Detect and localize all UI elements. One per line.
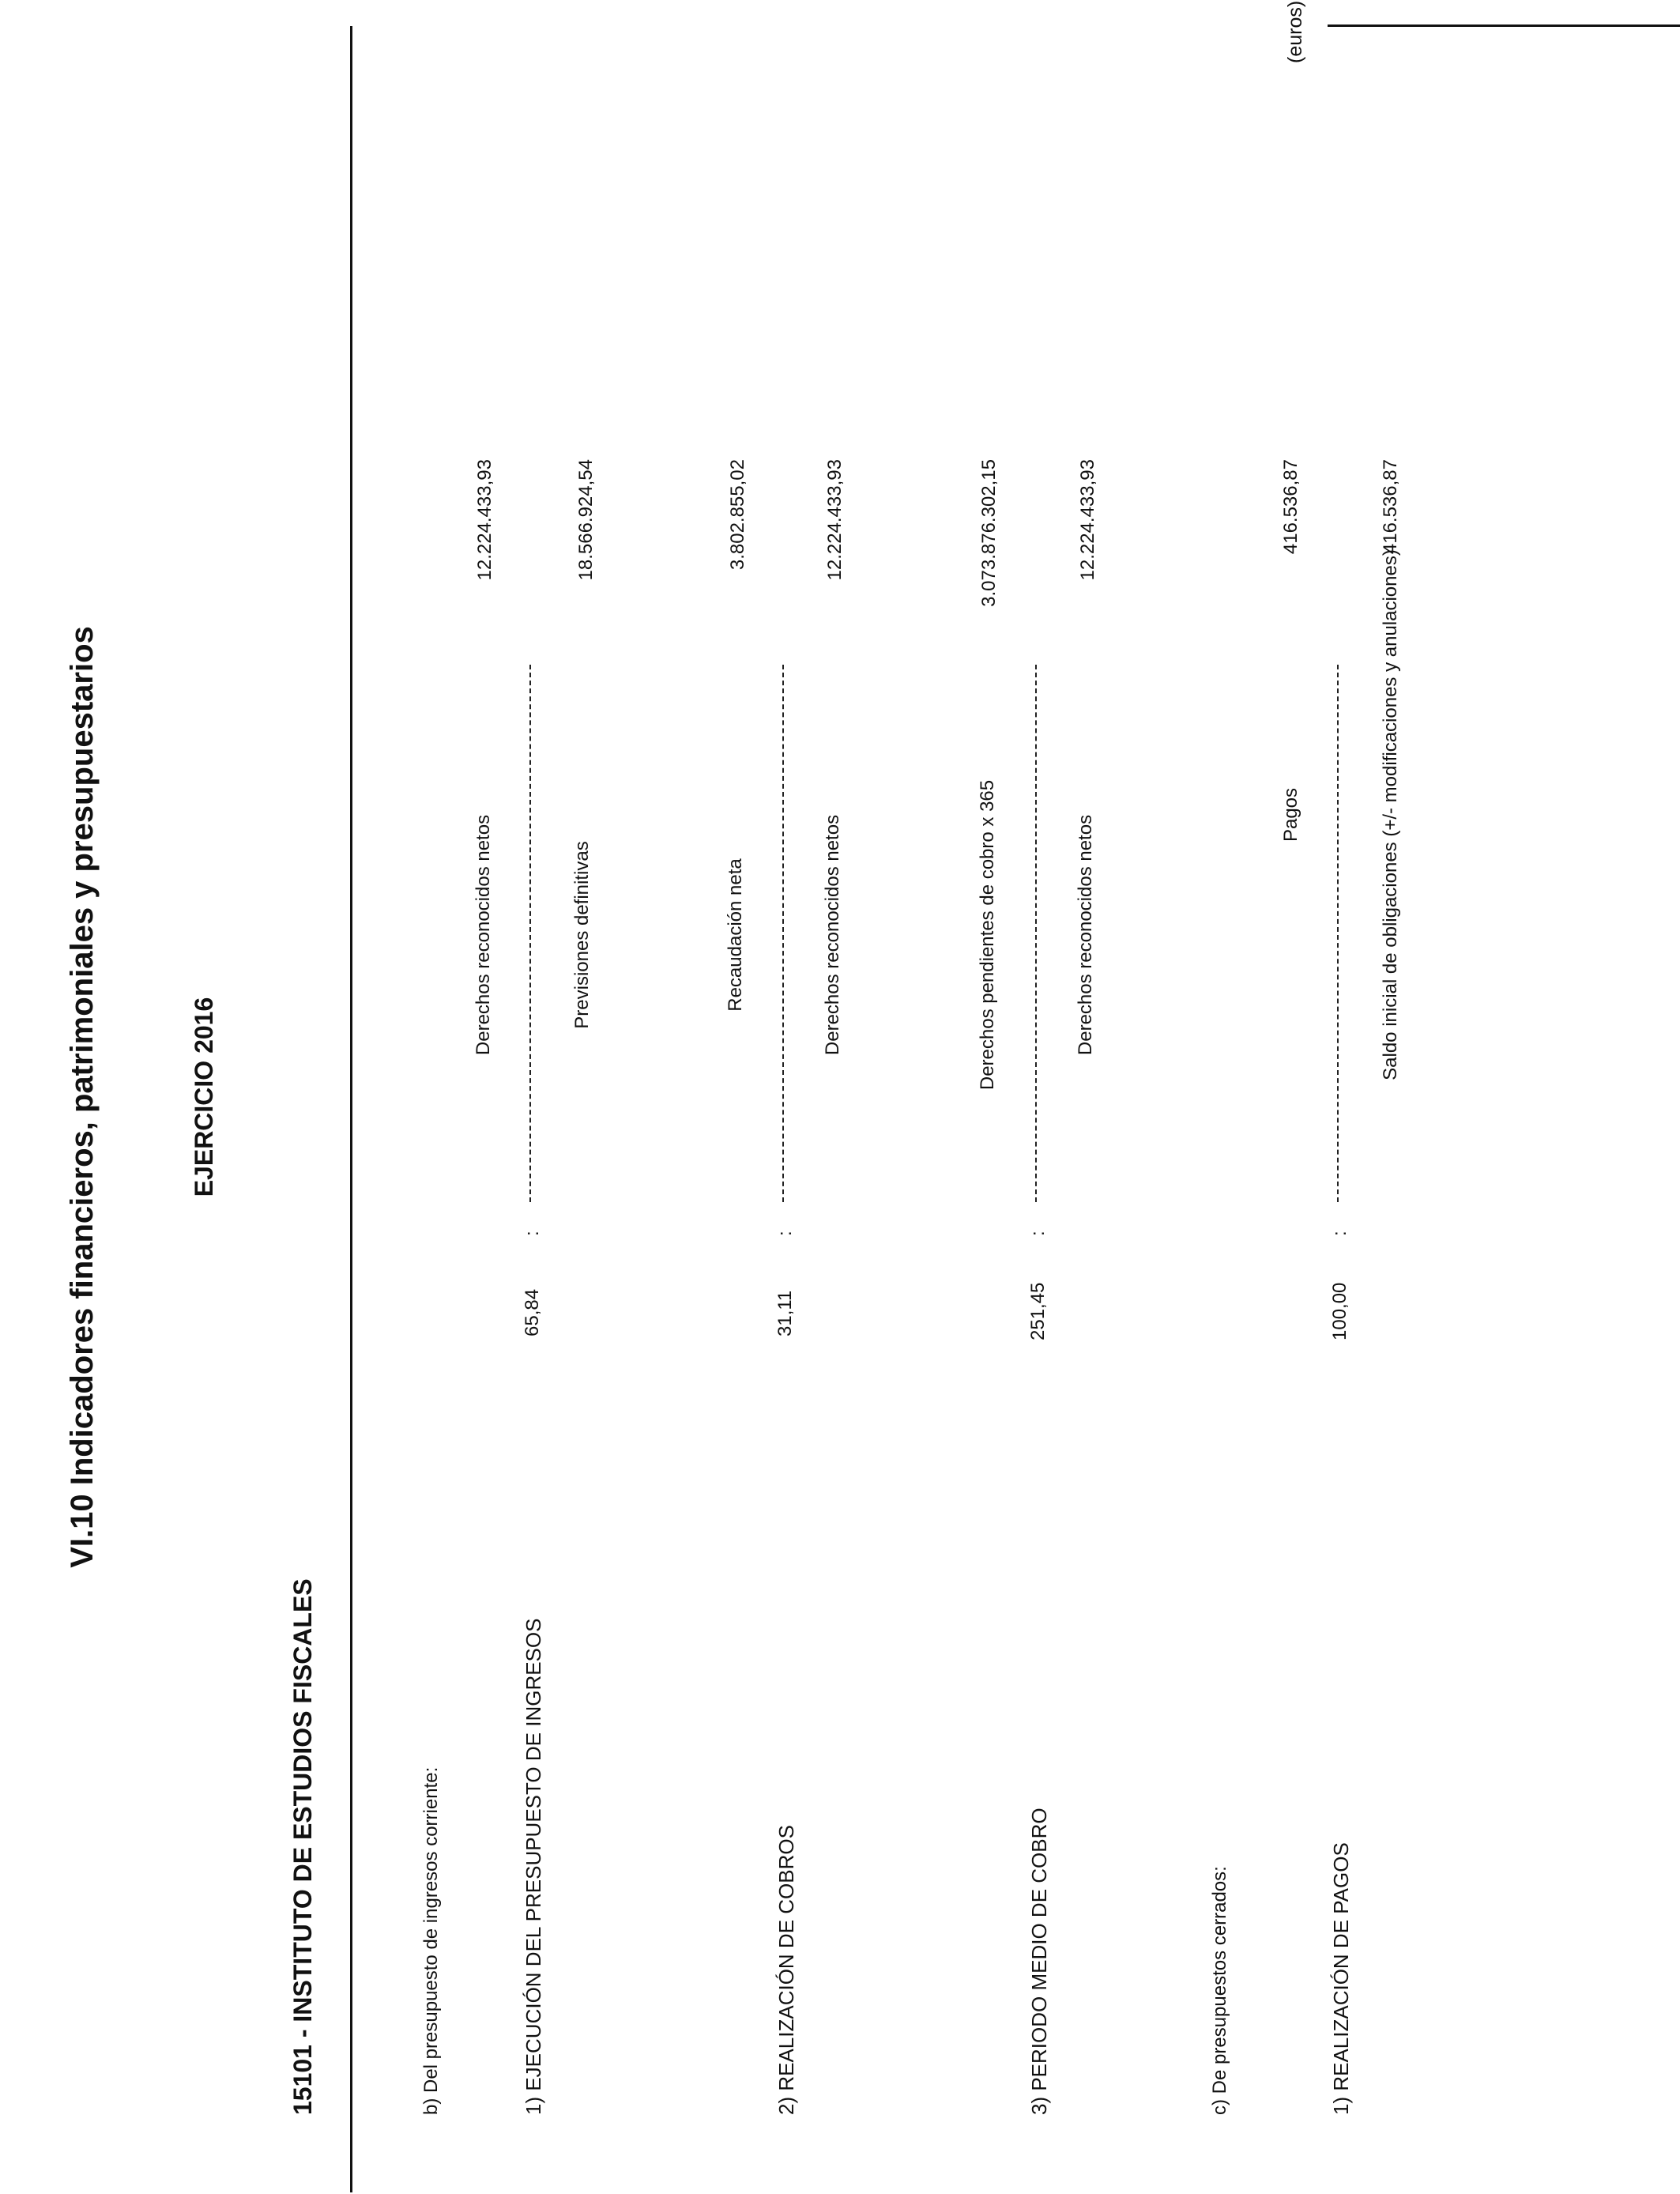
indicator-colon: : <box>1329 1231 1350 1236</box>
numerator-amount: 3.073.876.302,15 <box>978 459 1000 607</box>
fraction-line <box>782 665 784 1202</box>
denominator-amount: 416.536,87 <box>1380 459 1401 555</box>
fraction-line <box>529 665 531 1202</box>
indicator-value: 100,00 <box>1329 1282 1350 1340</box>
section-closed: c) De presupuestos cerrados: <box>1209 1866 1230 2115</box>
units-label: (euros) <box>1284 0 1306 63</box>
numerator-label: Derechos reconocidos netos <box>473 814 494 1056</box>
section-current: b) Del presupuesto de ingresos corriente: <box>420 1766 442 2115</box>
denominator-label: Previsiones definitivas <box>571 841 593 1029</box>
denominator-amount: 12.224.433,93 <box>1077 459 1098 581</box>
page-title: VI.10 Indicadores financieros, patrimoniales y presupuestarios <box>65 626 100 1568</box>
fraction-line <box>1035 665 1037 1202</box>
indicator-label: 3) PERIODO MEDIO DE COBRO <box>1027 1808 1051 2115</box>
indicator-label: 1) REALIZACIÓN DE PAGOS <box>1329 1842 1353 2115</box>
fiscal-year: EJERCICIO 2016 <box>190 997 218 1197</box>
numerator-amount: 3.802.855,02 <box>727 459 748 571</box>
fraction-line <box>1337 665 1339 1202</box>
numerator-amount: 416.536,87 <box>1280 459 1301 555</box>
indicator-colon: : <box>522 1231 543 1236</box>
indicator-colon: : <box>774 1231 796 1236</box>
numerator-amount: 12.224.433,93 <box>474 459 495 581</box>
denominator-label: Saldo inicial de obligaciones (+/- modificaciones y anulaciones) <box>1380 549 1401 1080</box>
numerator-label: Derechos pendientes de cobro x 365 <box>977 779 998 1091</box>
numerator-label: Recaudación neta <box>725 858 746 1012</box>
denominator-label: Derechos reconocidos netos <box>822 814 843 1056</box>
indicator-label: 2) REALIZACIÓN DE COBROS <box>774 1825 798 2115</box>
indicator-label: 1) EJECUCIÓN DEL PRESUPUESTO DE INGRESOS <box>522 1618 545 2115</box>
indicator-colon: : <box>1027 1231 1049 1236</box>
right-border-rule <box>1328 25 1680 27</box>
denominator-amount: 18.566.924,54 <box>575 459 597 581</box>
numerator-label: Pagos <box>1280 787 1301 843</box>
entity-name: 15101 - INSTITUTO DE ESTUDIOS FISCALES <box>288 1578 317 2115</box>
indicator-value: 251,45 <box>1027 1282 1049 1340</box>
denominator-amount: 12.224.433,93 <box>824 459 846 581</box>
indicator-value: 65,84 <box>522 1288 543 1336</box>
header-rule <box>350 26 352 2192</box>
indicator-value: 31,11 <box>774 1290 796 1336</box>
denominator-label: Derechos reconocidos netos <box>1075 814 1096 1056</box>
